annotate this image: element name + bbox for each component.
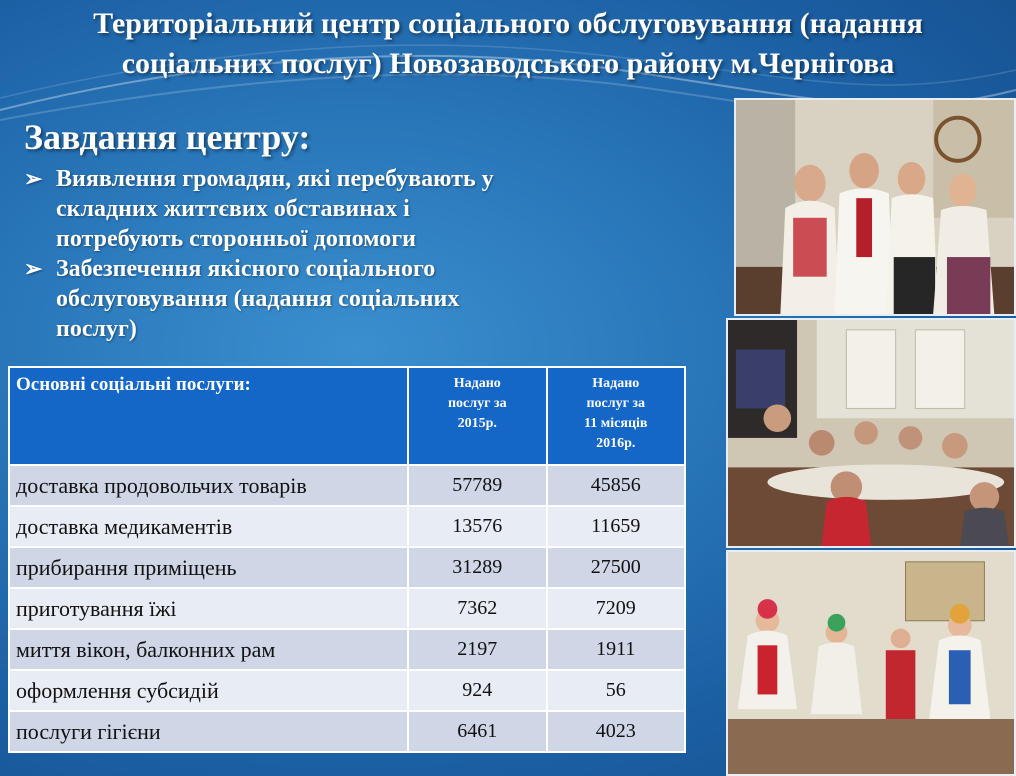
task-line: складних життєвих обставинах і <box>56 196 410 222</box>
photo-group-portrait <box>734 98 1016 316</box>
tasks-heading: Завдання центру: <box>24 117 311 157</box>
service-name: миття вікон, балконних рам <box>9 629 408 670</box>
value-2015: 7362 <box>408 588 546 629</box>
arrow-bullet-icon: ➢ <box>24 256 43 281</box>
task-line: обслуговування (надання соціальних <box>56 286 460 312</box>
value-2016: 11659 <box>547 506 686 547</box>
task-item <box>22 164 622 254</box>
photo-gathering <box>726 318 1016 548</box>
header-2015 <box>408 367 546 465</box>
task-line: послуг) <box>56 316 137 342</box>
service-name: приготування їжі <box>9 588 408 629</box>
services-table <box>8 366 686 753</box>
table-row <box>9 629 685 670</box>
value-2015: 2197 <box>408 629 546 670</box>
tasks-list <box>22 164 622 344</box>
table-row <box>9 711 685 752</box>
table-row <box>9 465 685 506</box>
task-line: Забезпечення якісного соціального <box>56 256 436 282</box>
service-name: доставка продовольчих товарів <box>9 465 408 506</box>
photo-folk-dance <box>726 550 1016 776</box>
header-line: послуг за <box>586 396 646 411</box>
value-2015: 57789 <box>408 465 546 506</box>
service-name: прибирання приміщень <box>9 547 408 588</box>
header-services: Основні соціальні послуги: <box>9 367 408 465</box>
value-2016: 45856 <box>547 465 686 506</box>
title-line-2: соціальних послуг) Новозаводського району м.Чернігова <box>121 47 895 80</box>
header-line: 2016р. <box>596 436 636 451</box>
header-line: Надано <box>453 376 501 391</box>
header-line: послуг за <box>447 396 507 411</box>
value-2015: 13576 <box>408 506 546 547</box>
value-2015: 924 <box>408 670 546 711</box>
table-row <box>9 670 685 711</box>
task-line: Виявлення громадян, які перебувають у <box>56 166 494 192</box>
page-title <box>0 4 1016 84</box>
value-2016: 27500 <box>547 547 686 588</box>
value-2016: 7209 <box>547 588 686 629</box>
value-2016: 56 <box>547 670 686 711</box>
value-2016: 1911 <box>547 629 686 670</box>
task-item <box>22 254 622 344</box>
value-2015: 31289 <box>408 547 546 588</box>
header-line: 2015р. <box>457 416 497 431</box>
table-header-row <box>9 367 685 465</box>
header-2016 <box>547 367 686 465</box>
service-name: оформлення субсидій <box>9 670 408 711</box>
service-name: доставка медикаментів <box>9 506 408 547</box>
title-line-1: Територіальний центр соціального обслуговування (надання <box>93 7 923 40</box>
value-2015: 6461 <box>408 711 546 752</box>
table-row <box>9 547 685 588</box>
task-line: потребують сторонньої допомоги <box>56 226 416 252</box>
header-line: 11 місяців <box>584 416 648 431</box>
header-line: Надано <box>592 376 640 391</box>
value-2016: 4023 <box>547 711 686 752</box>
arrow-bullet-icon: ➢ <box>24 166 43 191</box>
table-row <box>9 588 685 629</box>
service-name: послуги гігієни <box>9 711 408 752</box>
table-row <box>9 506 685 547</box>
